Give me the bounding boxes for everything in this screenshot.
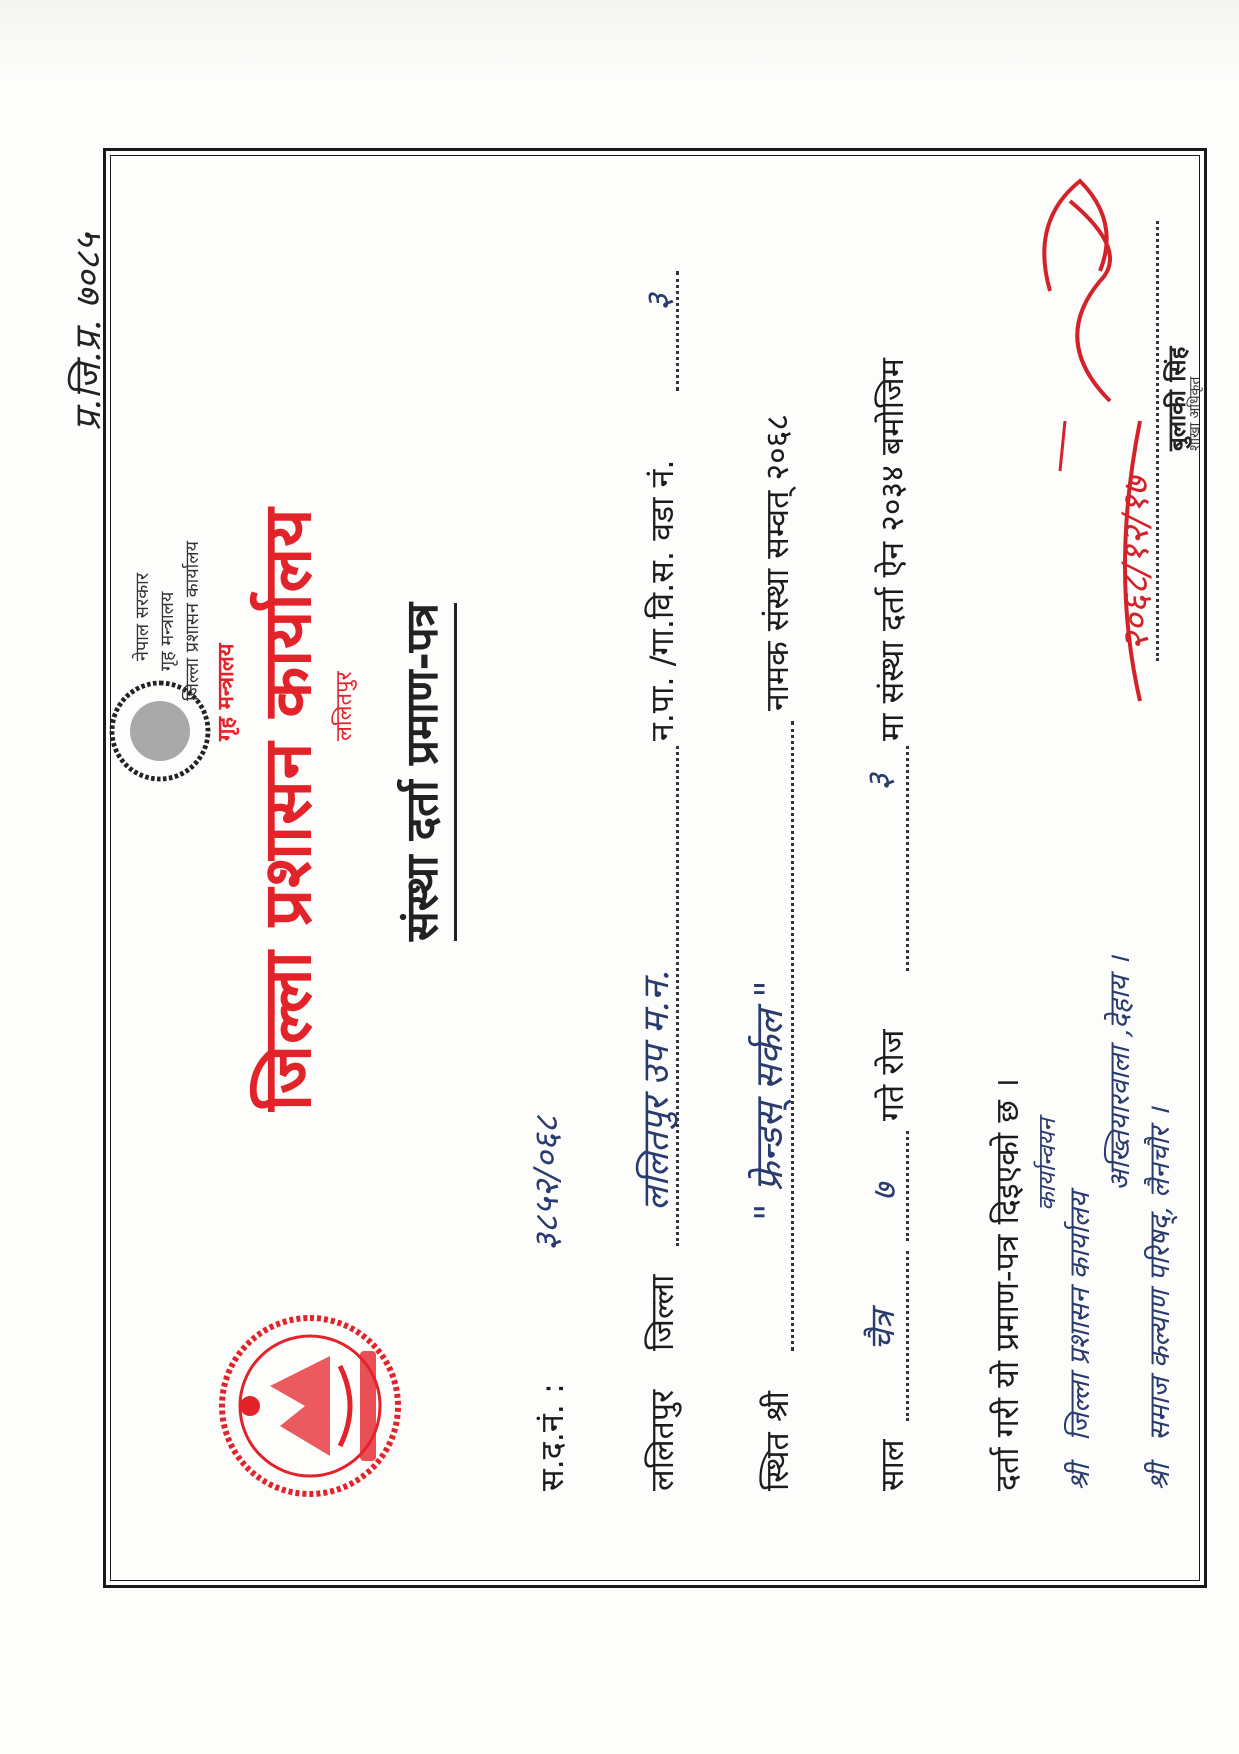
org-name-value: " फ्रेन्डस् सर्कल " [747,980,791,1221]
cc-line3-prefix: श्री [1143,1463,1176,1491]
district-value: ललितपुर उप म.न. [636,969,677,1211]
cc-line1-sub: कार्यान्वयन [1033,1118,1061,1211]
officer-title: शाखा अधिकृत [1187,376,1203,451]
district-label: जिल्ला [643,1274,681,1351]
day-label: गते रोज [873,1029,911,1121]
issuance-statement: दर्ता गरी यो प्रमाण-पत्र दिइएको छ । [988,1077,1026,1491]
weekday-dots [906,746,909,971]
reg-number-value: ३८५२/०६८ [527,1115,567,1251]
municipality-label: न.पा. /गा.वि.स. वडा नं. [643,459,681,741]
ward-value: ३ [639,293,679,311]
file-reference: प्र.जि.प्र. ७०८५ [68,233,109,431]
day-value: ७ [865,1183,905,1201]
office-title: जिल्ला प्रशासन कार्यालय [249,507,326,1111]
cc-line2: अख्तियारवाला ,देहाय । [1103,956,1136,1191]
scan-edge [0,0,1239,80]
signature-dots [1156,221,1159,661]
stamp-text-ministry-red: गृह मन्त्रालय [214,643,239,741]
nepal-emblem-icon [210,1306,410,1506]
reg-number-label: स.द.नं. : [533,1383,571,1491]
cc-line1: जिल्ला प्रशासन कार्यालय [1063,1192,1096,1441]
month-dots [906,1251,909,1421]
situated-label: स्थित श्री [758,1391,796,1491]
cc-line1-prefix: श्री [1063,1463,1096,1491]
named-org-label: नामक संस्था सम्वत् २०६८ [758,413,796,711]
cc-line3: समाज कल्याण परिषद्, लैनचौर । [1143,1107,1176,1441]
district-prefix: ललितपुर [643,1389,681,1491]
stamp-text-government: नेपाल सरकार [132,572,153,661]
day-dots [906,1131,909,1241]
month-value: चैत्र [863,1310,903,1351]
certificate-title: संस्था दर्ता प्रमाण-पत्र [390,603,457,941]
certificate-content [68,155,1203,1581]
year-label: साल [873,1439,911,1491]
act-reference: मा संस्था दर्ता ऐन २०३४ बमोजिम [873,358,911,741]
ward-dots [676,271,679,391]
weekday-value: ३ [860,773,900,791]
renewal-date: २०६८/१२/१७ [1116,476,1157,651]
stamp-text-office: जिल्ला प्रशासन कार्यालय [182,541,203,701]
officer-name: बुलाकी सिंह [1163,346,1191,451]
office-location: ललितपुर [332,671,357,741]
stamp-text-ministry: गृह मन्त्रालय [157,591,178,671]
